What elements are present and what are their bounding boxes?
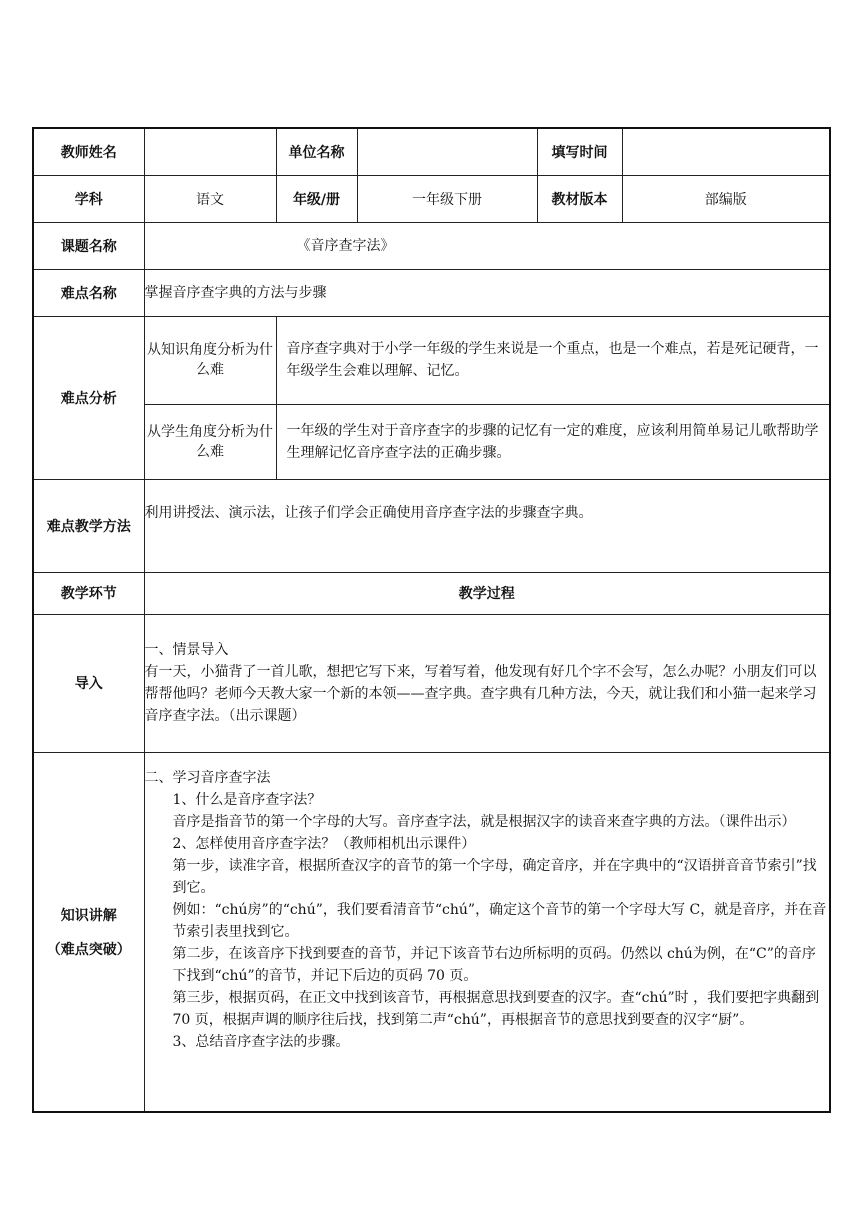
- teaching-process-header: 教学过程: [144, 572, 830, 614]
- fill-date-label: 填写时间: [537, 128, 622, 175]
- teacher-name-label: 教师姓名: [33, 128, 144, 175]
- knowledge-angle-label: 从知识角度分析为什么难: [144, 316, 276, 404]
- student-angle-value: 一年级的学生对于音序查字的步骤的记忆有一定的难度，应该利用简单易记儿歌帮助学生理解记忆音序查字法的正确步骤。: [276, 404, 830, 479]
- knowledge-p5: 第三步，根据页码，在正文中找到该音节，再根据意思找到要查的汉字。查“chú”时 ，我们要把字典翻到 70 页，根据声调的顺序往后找，找到第二声“chú”，再根据音节的意思找到要查的汉字“厨”。: [172, 989, 820, 1028]
- fill-date-field[interactable]: [622, 128, 830, 175]
- intro-content: [144, 614, 830, 752]
- lesson-title-label: 课题名称: [33, 222, 144, 269]
- knowledge-angle-value: 音序查字典对于小学一年级的学生来说是一个重点，也是一个难点，若是死记硬背，一年级学生会难以理解、记忆。: [276, 316, 830, 404]
- row-difficulty-name: [33, 269, 830, 316]
- difficulty-name-label: 难点名称: [33, 269, 144, 316]
- teaching-method-value: 利用讲授法、演示法，让孩子们学会正确使用音序查字法的步骤查字典。: [144, 479, 830, 572]
- knowledge-q3: 3、总结音序查字法的步骤。: [172, 1033, 350, 1050]
- grade-value: 一年级下册: [357, 175, 537, 222]
- row-process-header: [33, 572, 830, 614]
- subject-label: 学科: [33, 175, 144, 222]
- row-subject-info: [33, 175, 830, 222]
- teacher-name-field[interactable]: [144, 128, 276, 175]
- knowledge-p2: 第一步，读准字音，根据所查汉字的音节的第一个字母，确定音序，并在字典中的“汉语拼音音节索引”找到它。: [172, 857, 817, 896]
- row-knowledge: [33, 752, 830, 1112]
- row-teaching-method: [33, 479, 830, 572]
- intro-body: 有一天，小猫背了一首儿歌，想把它写下来，写着写着，他发现有好几个字不会写，怎么办呢？小朋友们可以帮帮他吗？老师今天教大家一个新的本领——查字典。查字典有几种方法，今天，就让我们和小猫一起来学习音序查字法。（出示课题）: [144, 664, 817, 724]
- difficulty-name-value: 掌握音序查字典的方法与步骤: [144, 269, 830, 316]
- knowledge-content: [144, 752, 830, 1112]
- knowledge-stage-label: 知识讲解: [60, 907, 117, 924]
- row-analysis-student: [33, 404, 830, 479]
- grade-label: 年级/册: [276, 175, 357, 222]
- knowledge-title: 二、学习音序查字法: [144, 769, 271, 786]
- knowledge-p3: 例如：“chú房”的“chú”，我们要看清音节“chú”，确定这个音节的第一个字母大写 C，就是音序，并在音节索引表里找到它。: [172, 901, 827, 940]
- edition-value: 部编版: [622, 175, 830, 222]
- teaching-stage-header: 教学环节: [33, 572, 144, 614]
- student-angle-label: 从学生角度分析为什么难: [144, 404, 276, 479]
- lesson-title-value: 《音序查字法》: [144, 222, 830, 269]
- subject-value: 语文: [144, 175, 276, 222]
- knowledge-stage-cell: [33, 752, 144, 1112]
- row-lesson-title: [33, 222, 830, 269]
- knowledge-q2: 2、怎样使用音序查字法？（教师相机出示课件）: [172, 835, 476, 852]
- teaching-method-label: 难点教学方法: [33, 479, 144, 572]
- intro-stage-label: 导入: [33, 614, 144, 752]
- lesson-plan-table: [32, 127, 831, 1113]
- knowledge-q1: 1、什么是音序查字法？: [172, 791, 322, 808]
- row-analysis-knowledge: [33, 316, 830, 404]
- knowledge-p1: 音序是指音节的第一个字母的大写。音序查字法，就是根据汉字的读音来查字典的方法。（课件出示）: [172, 813, 796, 830]
- row-teacher-info: [33, 128, 830, 175]
- row-intro: [33, 614, 830, 752]
- difficulty-analysis-label: 难点分析: [33, 316, 144, 479]
- knowledge-stage-sublabel: （难点突破）: [46, 941, 131, 958]
- unit-name-field[interactable]: [357, 128, 537, 175]
- unit-name-label: 单位名称: [276, 128, 357, 175]
- knowledge-p4: 第二步，在该音序下找到要查的音节，并记下该音节右边所标明的页码。仍然以 chú为例，在“C”的音序下找到“chú”的音节，并记下后边的页码 70 页。: [172, 945, 816, 984]
- edition-label: 教材版本: [537, 175, 622, 222]
- intro-title: 一、情景导入: [144, 642, 229, 658]
